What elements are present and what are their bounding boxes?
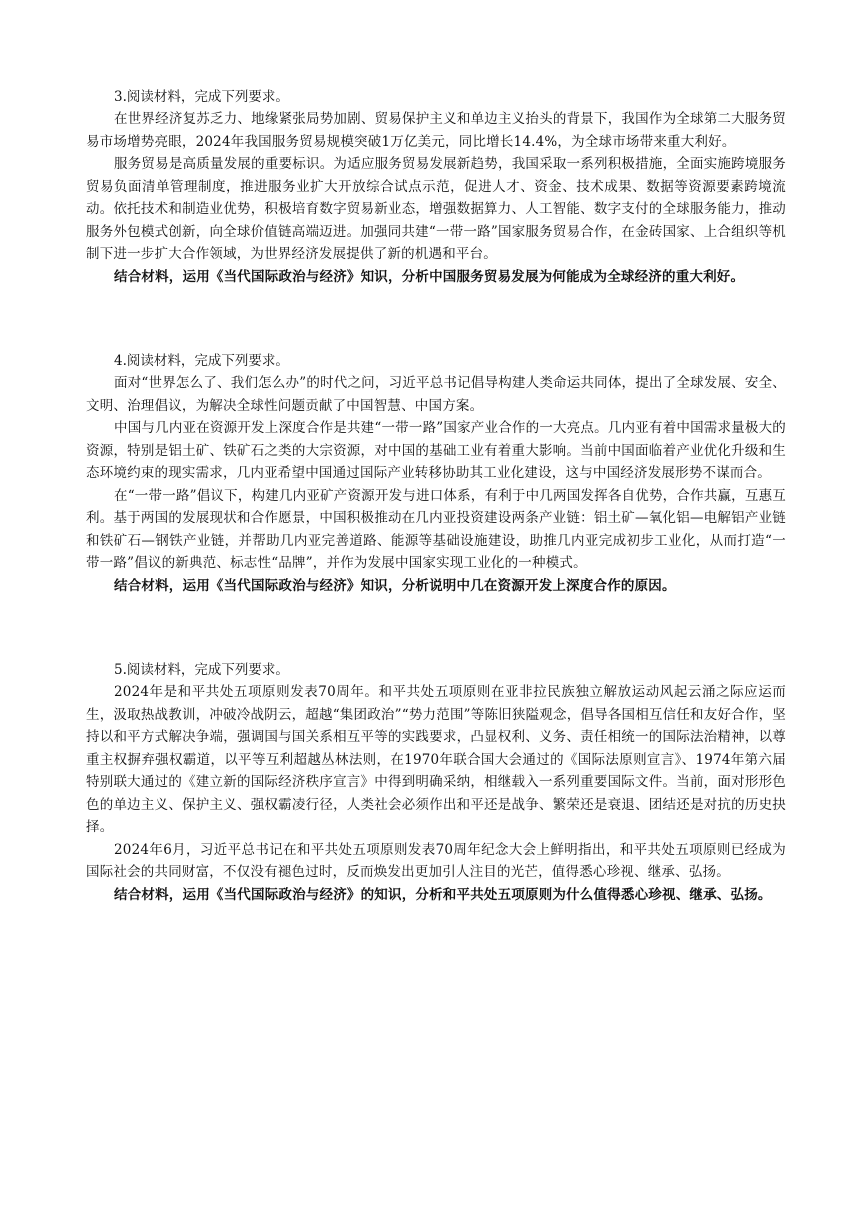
question-task: 结合材料，运用《当代国际政治与经济》知识，分析说明中几在资源开发上深度合作的原因。 [114, 577, 676, 594]
question-5 [86, 659, 786, 906]
material-paragraph: 面对“世界怎么了、我们怎么办”的时代之问，习近平总书记倡导构建人类命运共同体，提出了全球发展、安全、文明、治理倡议，为解决全球性问题贡献了中国智慧、中国方案。 [86, 375, 786, 414]
question-3 [86, 86, 786, 288]
material-paragraph: 2024年是和平共处五项原则发表70周年。和平共处五项原则在亚非拉民族独立解放运动风起云涌之际应运而生，汲取热战教训，冲破冷战阴云，超越“集团政治”“势力范围”等陈旧狭隘观念，倡导各国相互信任和友好合作，坚持以和平方式解决争端，强调国与国关系相互平等的实践要求，凸显权利、义务、责任相统一的国际法治精神，以尊重主权摒弃强权霸道，以平等互利超越丛林法则，在1970年联合国大会通过的《国际法原则宣言》、1974年第六届特别联大通过的《建立新的国际经济秩序宣言》中得到明确采纳，相继载入一系列重要国际文件。当前，面对形形色色的单边主义、保护主义、强权霸凌行径，人类社会必须作出和平还是战争、繁荣还是衰退、团结还是对抗的历史抉择。 [86, 684, 786, 835]
document-page [86, 86, 786, 906]
material-paragraph: 在世界经济复苏乏力、地缘紧张局势加剧、贸易保护主义和单边主义抬头的背景下，我国作为全球第二大服务贸易市场增势亮眼，2024年我国服务贸易规模突破1万亿美元，同比增长14.4%，为全球市场带来重大利好。 [86, 111, 786, 150]
question-title: 3.阅读材料，完成下列要求。 [114, 89, 289, 105]
question-title: 5.阅读材料，完成下列要求。 [114, 662, 289, 678]
question-task: 结合材料，运用《当代国际政治与经济》的知识，分析和平共处五项原则为什么值得悉心珍视、继承、弘扬。 [114, 886, 772, 903]
material-paragraph: 中国与几内亚在资源开发上深度合作是共建“一带一路”国家产业合作的一大亮点。几内亚有着中国需求量极大的资源，特别是铝土矿、铁矿石之类的大宗资源，对中国的基础工业有着重大影响。当前中国面临着产业优化升级和生态环境约束的现实需求，几内亚希望中国通过国际产业转移协助其工业化建设，这与中国经济发展形势不谋而合。 [86, 420, 786, 481]
question-task: 结合材料，运用《当代国际政治与经济》知识，分析中国服务贸易发展为何能成为全球经济的重大利好。 [114, 268, 745, 285]
material-paragraph: 服务贸易是高质量发展的重要标识。为适应服务贸易发展新趋势，我国采取一系列积极措施，全面实施跨境服务贸易负面清单管理制度，推进服务业扩大开放综合试点示范，促进人才、资金、技术成果、数据等资源要素跨境流动。依托技术和制造业优势，积极培育数字贸易新业态，增强数据算力、人工智能、数字支付的全球服务能力，推动服务外包模式创新，向全球价值链高端迈进。加强同共建“一带一路”国家服务贸易合作，在金砖国家、上合组织等机制下进一步扩大合作领域，为世界经济发展提供了新的机遇和平台。 [86, 156, 786, 262]
question-title: 4.阅读材料，完成下列要求。 [114, 353, 289, 369]
material-paragraph: 在“一带一路”倡议下，构建几内亚矿产资源开发与进口体系，有利于中几两国发挥各自优势，合作共赢，互惠互利。基于两国的发展现状和合作愿景，中国积极推动在几内亚投资建设两条产业链：铝土矿—氧化铝—电解铝产业链和铁矿石—钢铁产业链，并帮助几内亚完善道路、能源等基础设施建设，助推几内亚完成初步工业化，从而打造“一带一路”倡议的新典范、标志性“品牌”，并作为发展中国家实现工业化的一种模式。 [86, 487, 786, 571]
material-paragraph: 2024年6月，习近平总书记在和平共处五项原则发表70周年纪念大会上鲜明指出，和平共处五项原则已经成为国际社会的共同财富，不仅没有褪色过时，反而焕发出更加引人注目的光芒，值得悉心珍视、继承、弘扬。 [86, 841, 786, 880]
question-4 [86, 350, 786, 597]
